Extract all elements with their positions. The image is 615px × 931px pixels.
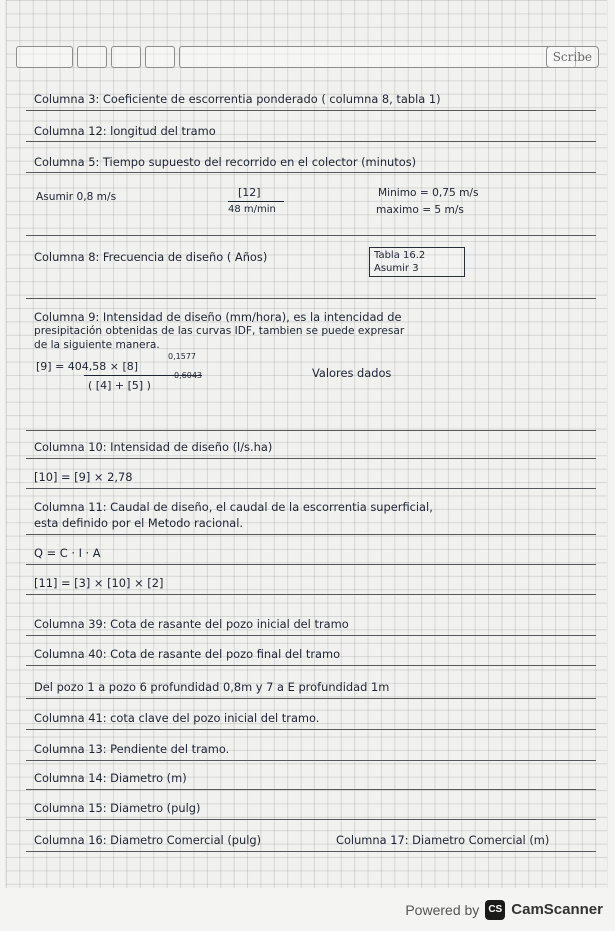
line-columna-39: Columna 39: Cota de rasante del pozo inicial del tramo [34, 617, 349, 631]
line-presipitacion: presipitación obtenidas de las curvas IDF, tambien se puede expresar [34, 325, 405, 337]
rule [26, 698, 596, 699]
rule [26, 172, 596, 173]
rule [26, 729, 596, 730]
valores-dados: Valores dados [312, 366, 392, 380]
header-box [16, 46, 73, 68]
line-metodo-racional: esta definido por el Metodo racional. [34, 516, 244, 530]
formula-9-exponent: 0,1577 [168, 352, 196, 361]
rule [26, 235, 596, 236]
header-box [77, 46, 107, 68]
line-columna-41: Columna 41: cota clave del pozo inicial del tramo. [34, 711, 320, 725]
rule [26, 594, 596, 595]
notebook-page [6, 0, 607, 888]
formula-9-numerator: [9] = 404,58 × [8] [36, 360, 139, 373]
line-columna-9: Columna 9: Intensidad de diseño (mm/hora), es la intencidad de [34, 310, 402, 324]
header-box [145, 46, 175, 68]
rule [26, 851, 596, 852]
line-columna-10: Columna 10: Intensidad de diseño (l/s.ha) [34, 440, 273, 454]
camscanner-brand: CamScanner [511, 901, 603, 918]
formula-11: [11] = [3] × [10] × [2] [34, 576, 164, 590]
powered-by-label: Powered by [405, 901, 480, 918]
velocity-minimum: Minimo = 0,75 m/s [378, 187, 479, 199]
line-columna-40: Columna 40: Cota de rasante del pozo final del tramo [34, 647, 341, 661]
line-columna-5: Columna 5: Tiempo supuesto del recorrido en el colector (minutos) [34, 155, 417, 169]
tabla-ref: Tabla 16.2 [374, 250, 426, 261]
header-boxes [16, 46, 576, 68]
line-columna-14: Columna 14: Diametro (m) [34, 771, 187, 785]
line-pozo-profundidad: Del pozo 1 a pozo 6 profundidad 0,8m y 7 a E profundidad 1m [34, 680, 390, 694]
line-columna-12: Columna 12: longitud del tramo [34, 124, 216, 138]
rule [26, 141, 596, 142]
velocity-maximum: maximo = 5 m/s [376, 204, 464, 216]
rule [26, 760, 596, 761]
header-box [111, 46, 141, 68]
formula-q: Q = C · I · A [34, 546, 101, 560]
asumir-value: Asumir 3 [374, 263, 419, 274]
assume-velocity: Asumir 0,8 m/s [36, 191, 117, 203]
rule [26, 298, 596, 299]
formula-9-den-exponent: 0,6043 [174, 371, 202, 380]
camscanner-logo-icon: CS [485, 900, 505, 920]
rule [26, 665, 596, 666]
header-box [179, 46, 576, 68]
rule [26, 635, 596, 636]
line-columna-17: Columna 17: Diametro Comercial (m) [336, 833, 550, 847]
line-columna-8: Columna 8: Frecuencia de diseño ( Años) [34, 250, 268, 264]
line-columna-3: Columna 3: Coeficiente de escorrentia ponderado ( columna 8, tabla 1) [34, 92, 441, 106]
scribe-brand: Scribe [546, 46, 599, 68]
fraction-line [228, 201, 284, 202]
rule [26, 430, 596, 431]
formula-9-denominator: ( [4] + [5] ) [88, 379, 151, 392]
line-manera: de la siguiente manera. [34, 339, 160, 351]
line-columna-16: Columna 16: Diametro Comercial (pulg) [34, 833, 262, 847]
formula-numerator: [12] [238, 186, 261, 199]
line-columna-13: Columna 13: Pendiente del tramo. [34, 742, 230, 756]
table-reference-box [369, 247, 465, 277]
rule [26, 789, 596, 790]
rule [26, 458, 596, 459]
line-columna-11: Columna 11: Caudal de diseño, el caudal de la escorrentia superficial, [34, 500, 433, 514]
footer [0, 888, 615, 931]
rule [26, 488, 596, 489]
rule [26, 110, 596, 111]
rule [26, 819, 596, 820]
formula-denominator: 48 m/min [228, 204, 276, 215]
formula-10: [10] = [9] × 2,78 [34, 470, 133, 484]
line-columna-15: Columna 15: Diametro (pulg) [34, 801, 201, 815]
rule [26, 534, 596, 535]
rule [26, 564, 596, 565]
